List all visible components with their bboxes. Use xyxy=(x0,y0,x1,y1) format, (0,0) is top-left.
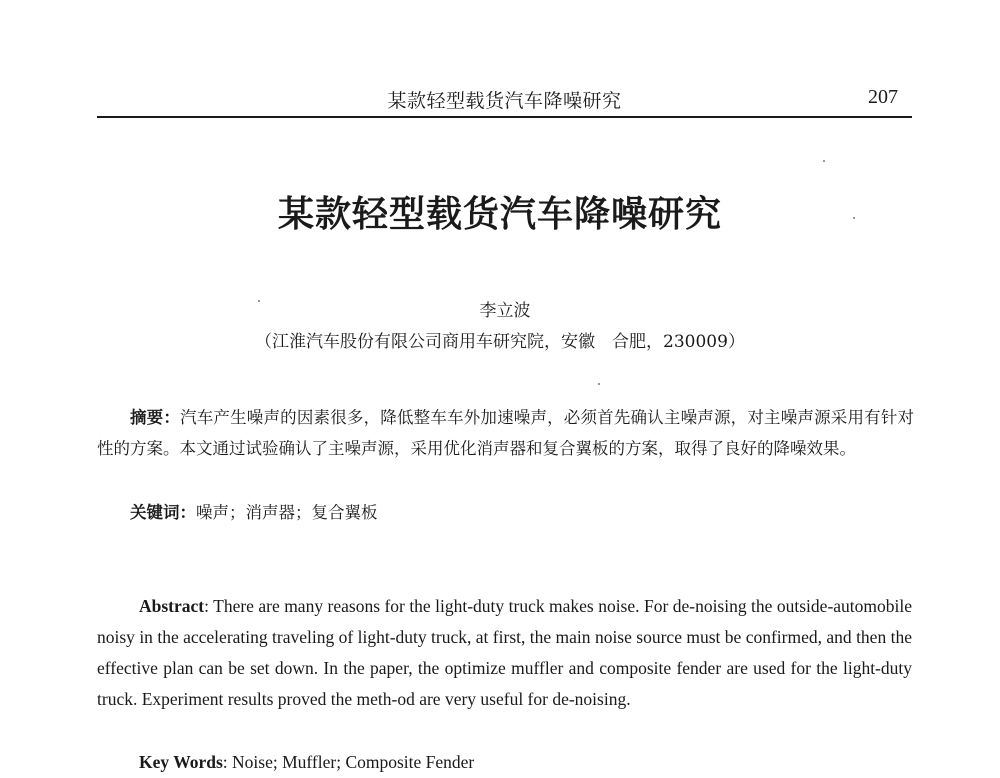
chinese-abstract xyxy=(97,402,914,464)
chinese-abstract-text: 汽车产生噪声的因素很多，降低整车车外加速噪声，必须首先确认主噪声源，对主噪声源采用有针对性的方案。本文通过试验确认了主噪声源，采用优化消声器和复合翼板的方案，取得了良好的降噪效果。 xyxy=(97,408,915,458)
english-keywords xyxy=(97,747,912,778)
running-title: 某款轻型载货汽车降噪研究 xyxy=(387,90,622,112)
scan-speck xyxy=(853,217,855,219)
english-abstract-text: There are many reasons for the light-duty truck makes noise. For de-noising the outside-automobile noisy in the accelerating traveling of light-duty truck, at first, the main noise source must be confirmed, and then the effective plan can be set down. In the paper, the optimize muffler and composite fender are used for the light-duty truck. Experiment results proved the meth-od are very useful for de-noising. xyxy=(97,596,912,709)
chinese-keywords-text: 噪声；消声器；复合翼板 xyxy=(196,503,378,522)
chinese-abstract-label: 摘要： xyxy=(130,408,181,427)
english-abstract-separator: : xyxy=(204,596,214,616)
scan-speck xyxy=(598,383,600,385)
running-header xyxy=(97,80,912,118)
chinese-keywords xyxy=(97,497,914,528)
scan-speck xyxy=(258,300,260,302)
scan-speck xyxy=(823,160,825,162)
english-keywords-label: Key Words xyxy=(139,752,223,772)
author-name: 李立波 xyxy=(479,301,531,321)
chinese-keywords-label: 关键词： xyxy=(130,503,196,522)
english-keywords-text: Noise; Muffler; Composite Fender xyxy=(232,752,475,772)
page-number: 207 xyxy=(868,86,898,108)
english-abstract-label: Abstract xyxy=(139,596,205,616)
english-keywords-separator: : xyxy=(222,752,233,772)
english-abstract xyxy=(97,591,912,715)
paper-title: 某款轻型载货汽车降噪研究 xyxy=(277,193,722,235)
author-affiliation: （江淮汽车股份有限公司商用车研究院，安徽 合肥，230009） xyxy=(255,332,745,352)
